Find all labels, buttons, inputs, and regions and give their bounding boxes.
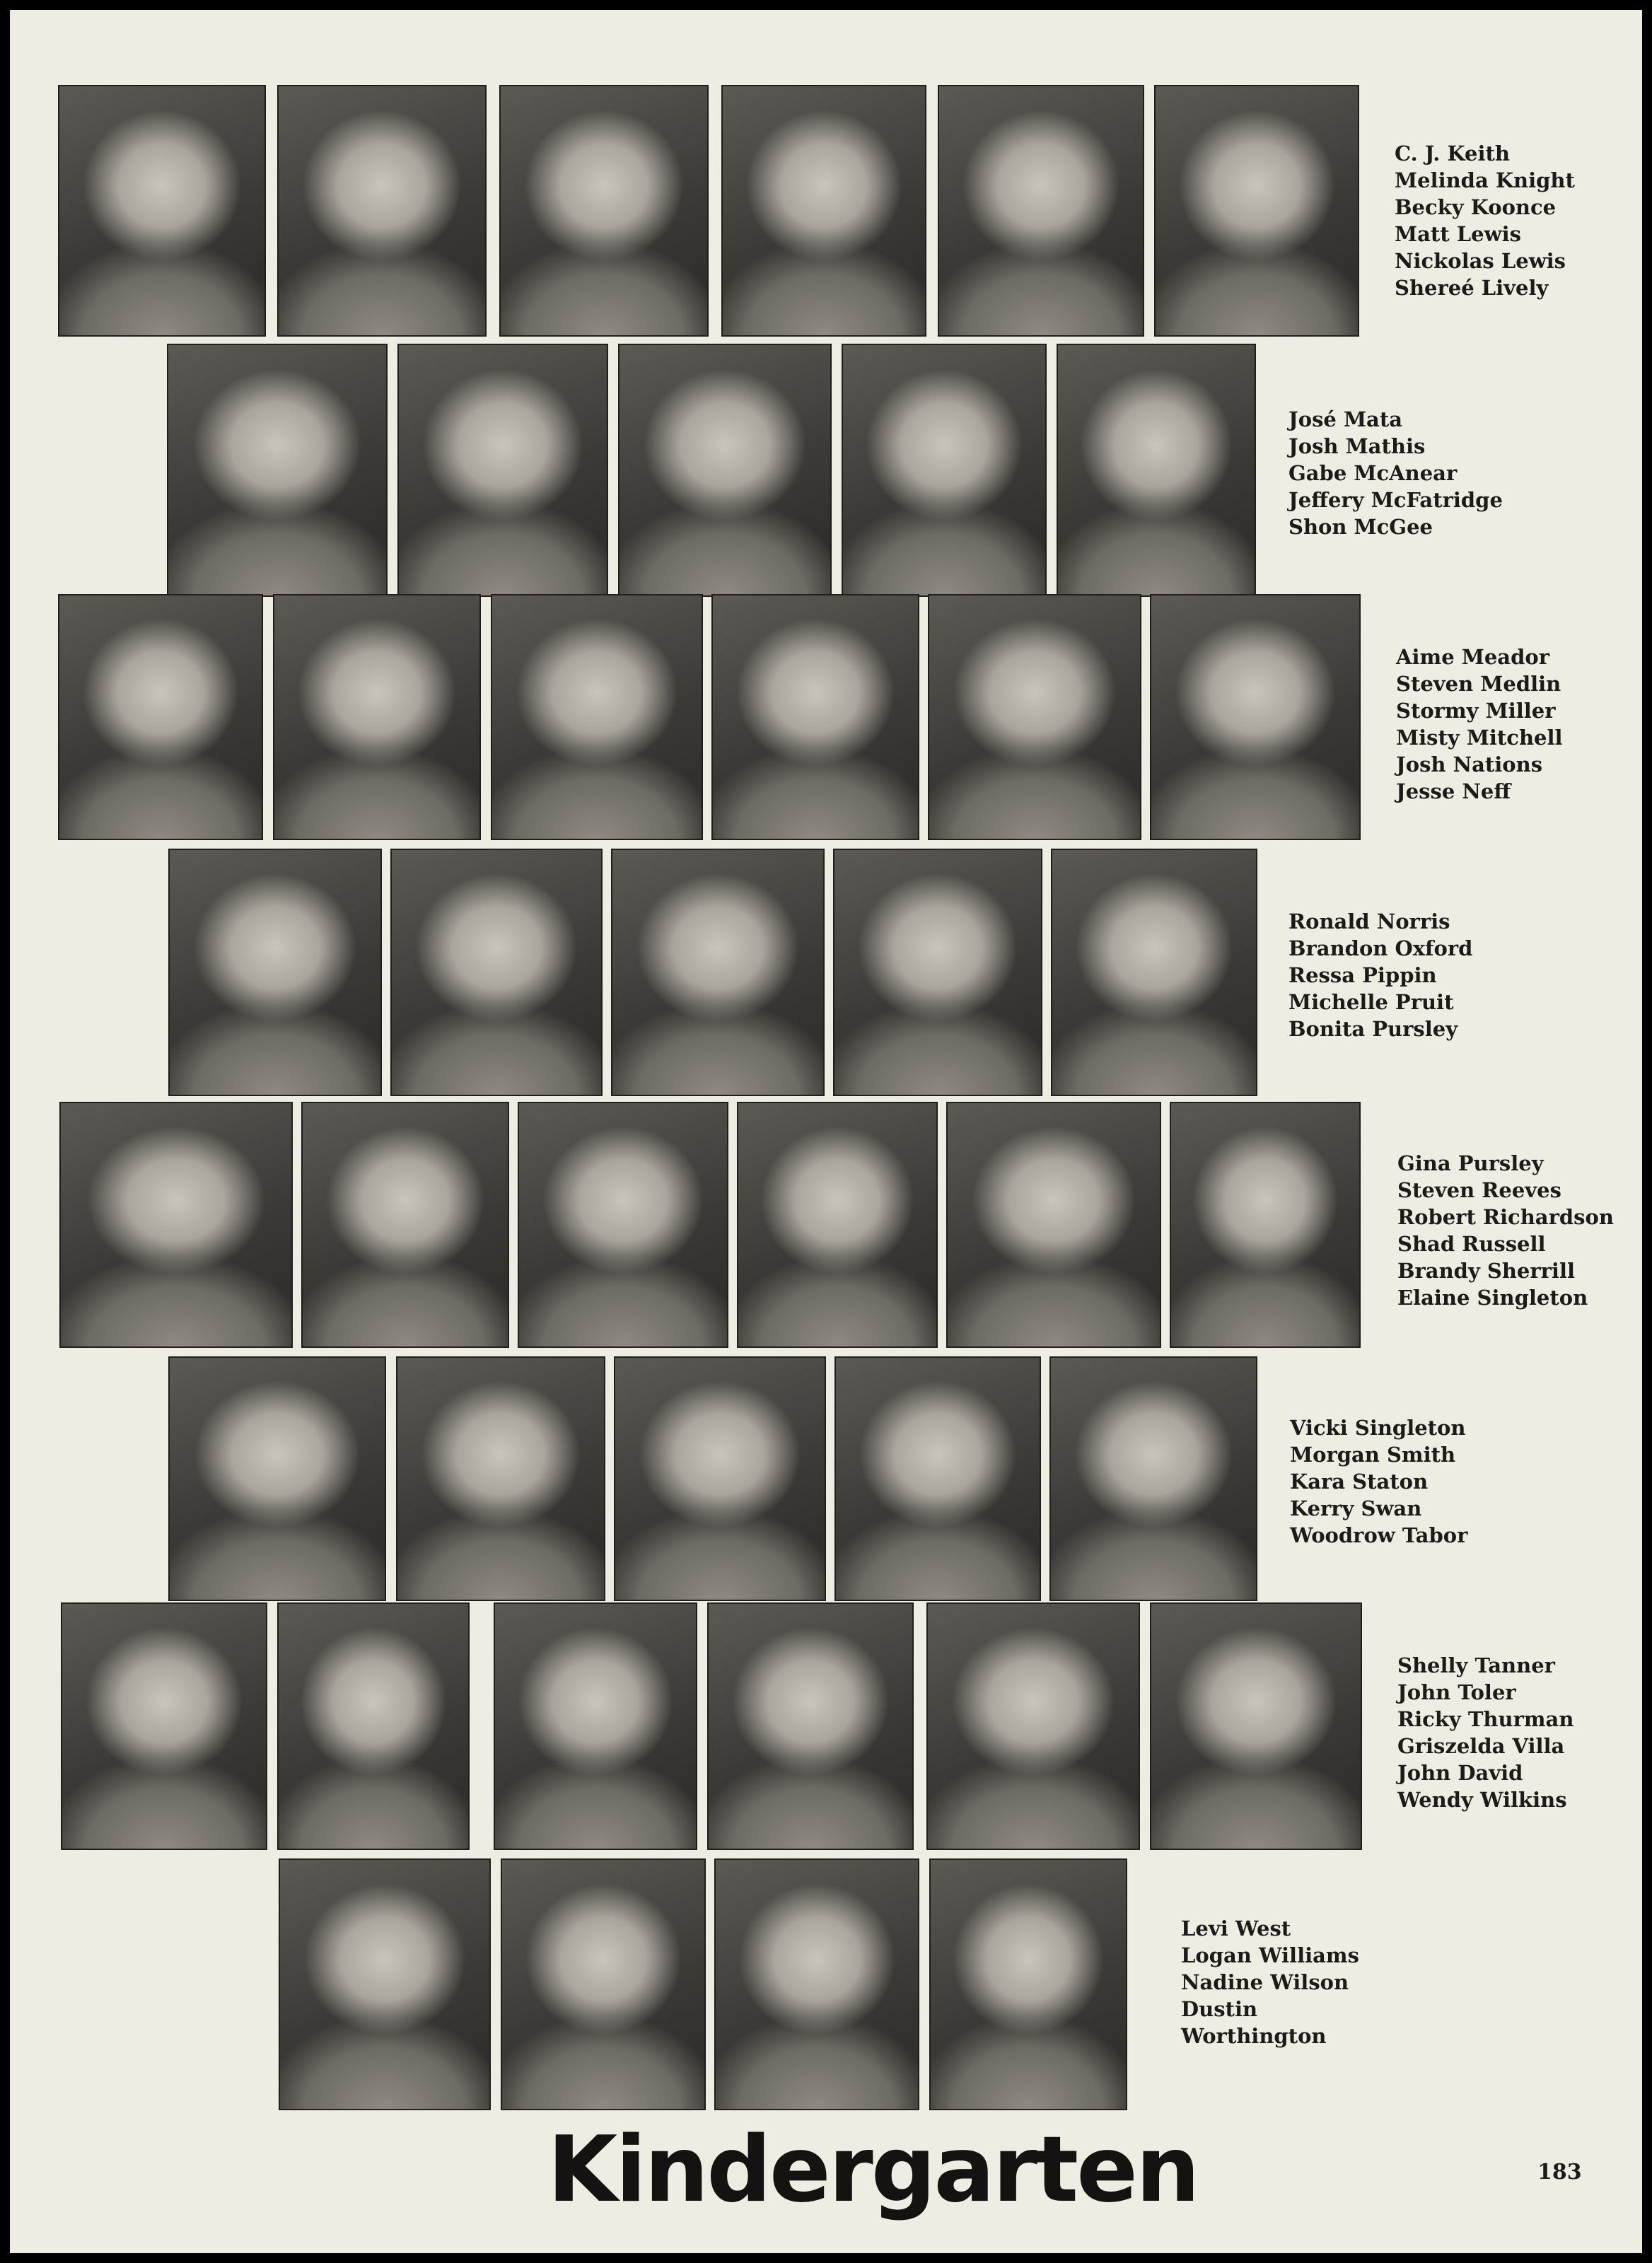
student-photo (277, 85, 487, 337)
student-photo (301, 1102, 509, 1348)
student-name: Jeffery McFatridge (1289, 488, 1503, 512)
student-name: Kerry Swan (1290, 1496, 1422, 1520)
student-photo (397, 344, 608, 597)
student-photo (396, 1356, 605, 1601)
yearbook-page (10, 10, 1642, 2253)
student-name: Steven Reeves (1397, 1178, 1561, 1202)
student-photo (842, 344, 1047, 597)
student-name: Ressa Pippin (1289, 963, 1437, 987)
student-name: Shon McGee (1289, 515, 1433, 539)
student-photo (938, 85, 1144, 337)
student-name: Wendy Wilkins (1397, 1788, 1567, 1812)
student-photo (929, 1858, 1127, 2110)
photo-row-7 (10, 1602, 1642, 1854)
student-photo (58, 85, 266, 337)
student-name: Gina Pursley (1397, 1151, 1544, 1175)
student-photo (928, 594, 1141, 840)
student-name: Shelly Tanner (1397, 1653, 1555, 1677)
student-photo (59, 1102, 293, 1348)
student-name: Gabe McAnear (1289, 461, 1458, 485)
student-photo (58, 594, 263, 840)
student-photo (1049, 1356, 1257, 1601)
student-name: Robert Richardson (1397, 1205, 1614, 1229)
student-name: John Toler (1397, 1680, 1516, 1704)
photo-row-2 (10, 344, 1642, 601)
student-photo (501, 1858, 706, 2110)
student-photo (707, 1602, 914, 1850)
student-name: Melinda Knight (1395, 168, 1575, 192)
page-number: 183 (1537, 2160, 1582, 2185)
student-name: Jesse Neff (1396, 779, 1511, 803)
student-name: Brandy Sherrill (1397, 1259, 1575, 1283)
student-name: Morgan Smith (1290, 1443, 1456, 1467)
photo-row-8 (10, 1858, 1642, 2116)
student-name: Michelle Pruit (1289, 990, 1454, 1014)
photo-row-5 (10, 1102, 1642, 1352)
student-name: Josh Mathis (1289, 434, 1426, 458)
student-name: C. J. Keith (1395, 141, 1510, 165)
student-photo (946, 1102, 1161, 1348)
student-name: Steven Medlin (1396, 672, 1561, 696)
student-name-list (1397, 1652, 1574, 1813)
student-photo (273, 594, 481, 840)
student-photo (167, 344, 388, 597)
student-name: Levi West (1181, 1916, 1291, 1941)
student-photo (1150, 1602, 1362, 1850)
student-name: Stormy Miller (1396, 699, 1556, 723)
student-photo (833, 849, 1042, 1096)
student-name-list (1289, 406, 1503, 540)
student-photo (926, 1602, 1140, 1850)
student-name: Brandon Oxford (1289, 936, 1473, 960)
student-name: Becky Koonce (1395, 195, 1557, 219)
student-photo (277, 1602, 470, 1850)
photo-row-6 (10, 1356, 1642, 1605)
student-photo (499, 85, 709, 337)
student-name: José Mata (1289, 407, 1403, 431)
student-photo (618, 344, 832, 597)
student-name: Ricky Thurman (1397, 1707, 1574, 1731)
student-photo (737, 1102, 938, 1348)
page-title: Kindergarten (547, 2117, 1198, 2223)
student-name: Nickolas Lewis (1395, 249, 1566, 273)
student-name: John David (1397, 1761, 1523, 1785)
student-photo (1154, 85, 1359, 337)
student-name: Matt Lewis (1395, 222, 1521, 246)
student-photo (168, 849, 382, 1096)
student-name: Griszelda Villa (1397, 1734, 1565, 1758)
student-name: Kara Staton (1290, 1470, 1429, 1494)
student-photo (714, 1858, 919, 2110)
student-name: Bonita Pursley (1289, 1017, 1458, 1041)
student-photo (518, 1102, 728, 1348)
student-name: Logan Williams (1181, 1943, 1359, 1967)
student-photo (711, 594, 919, 840)
student-name-list (1181, 1915, 1359, 2049)
student-photo (611, 849, 825, 1096)
student-name: Shereé Lively (1395, 276, 1549, 300)
student-name: Nadine Wilson (1181, 1970, 1349, 1994)
student-name-list (1395, 140, 1575, 301)
student-name: Misty Mitchell (1396, 726, 1563, 750)
student-photo (61, 1602, 267, 1850)
student-photo (168, 1356, 386, 1601)
student-photo (1170, 1102, 1361, 1348)
student-photo (721, 85, 926, 337)
photo-row-3 (10, 594, 1642, 846)
student-name-list (1289, 908, 1472, 1042)
student-name: Shad Russell (1397, 1232, 1546, 1256)
student-name: Woodrow Tabor (1290, 1523, 1468, 1547)
student-photo (491, 594, 703, 840)
student-name-list (1397, 1150, 1614, 1311)
student-photo (1150, 594, 1361, 840)
student-name: Worthington (1181, 2024, 1327, 2048)
photo-row-1 (10, 85, 1642, 341)
student-photo (1057, 344, 1256, 597)
student-name-list (1396, 644, 1563, 805)
student-photo (390, 849, 603, 1096)
student-photo (614, 1356, 826, 1601)
student-photo (834, 1356, 1041, 1601)
student-photo (1051, 849, 1257, 1096)
student-name: Ronald Norris (1289, 909, 1450, 933)
student-name: Dustin (1181, 1997, 1258, 2021)
student-name: Elaine Singleton (1397, 1286, 1588, 1310)
student-name-list (1290, 1414, 1467, 1549)
student-name: Vicki Singleton (1290, 1416, 1466, 1440)
student-photo (494, 1602, 697, 1850)
photo-row-4 (10, 849, 1642, 1100)
student-photo (279, 1858, 491, 2110)
student-name: Aime Meador (1396, 645, 1549, 669)
student-name: Josh Nations (1396, 752, 1543, 776)
